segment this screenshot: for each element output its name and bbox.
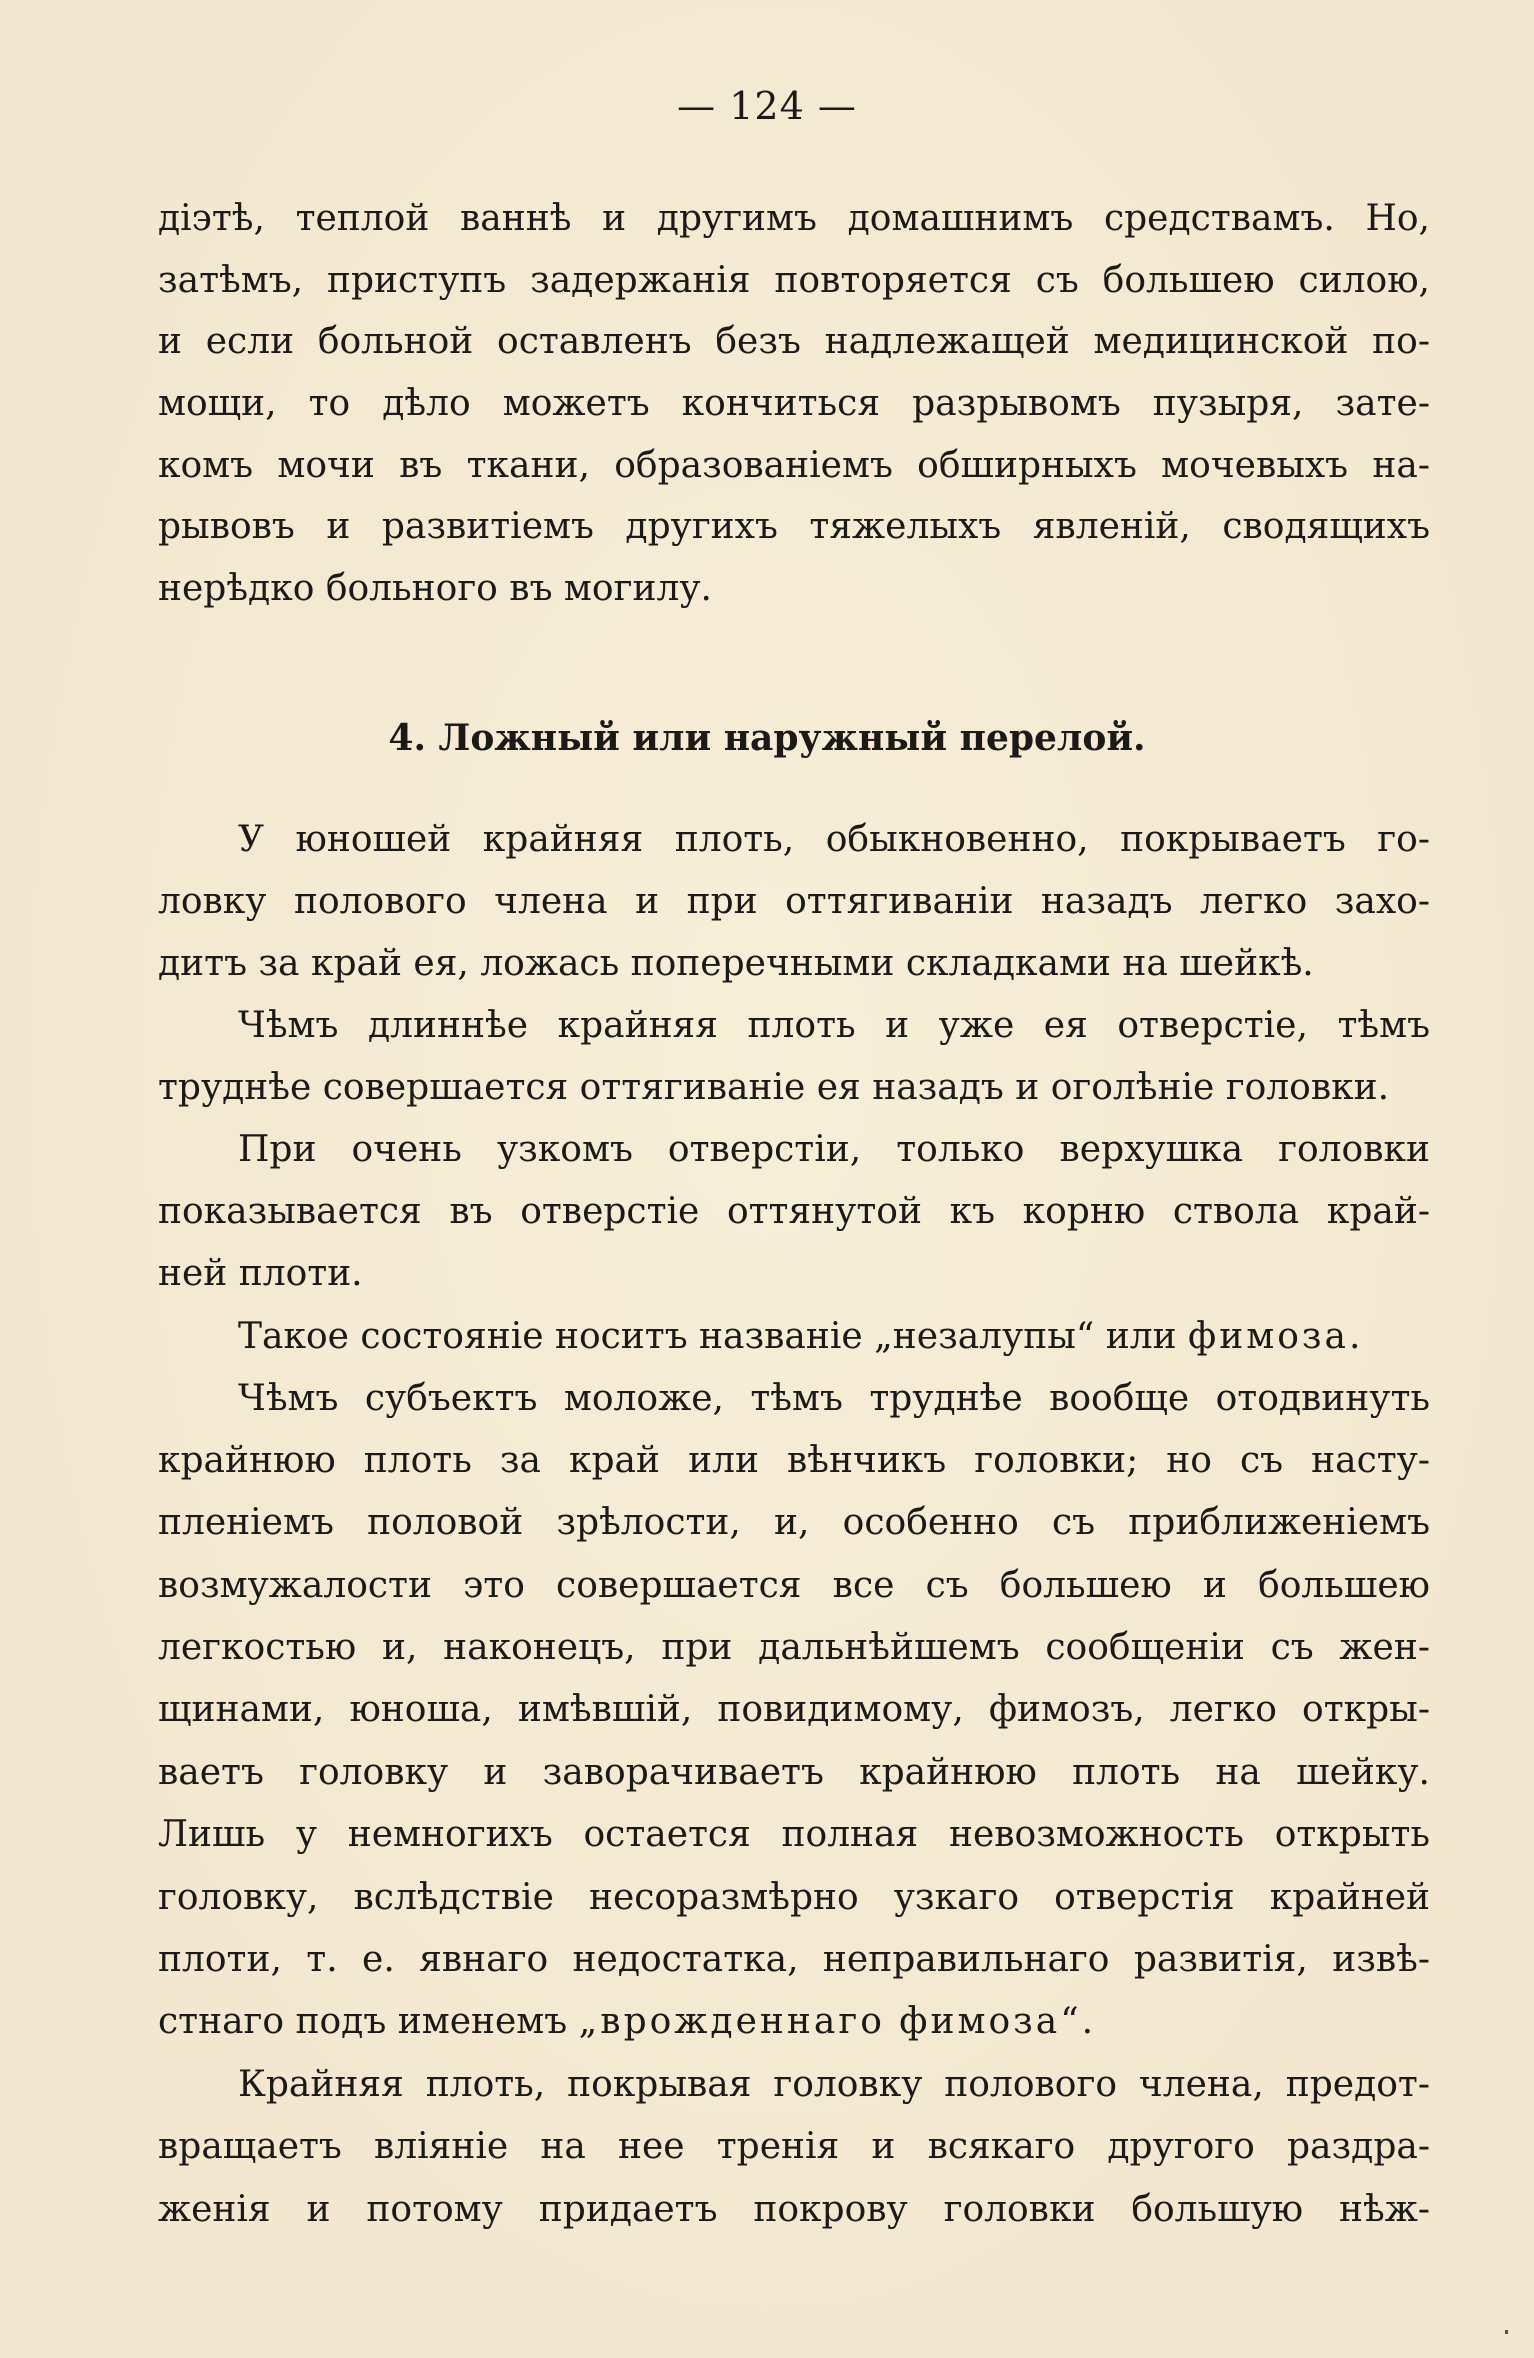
text-run: . bbox=[1081, 2001, 1094, 2042]
text-line: Чѣмъ субъектъ моложе, тѣмъ труднѣе вообще отодвинуть bbox=[238, 1378, 1430, 1419]
text-line: женія и потому придаетъ покрову головки большую нѣж- bbox=[158, 2189, 1430, 2230]
text-line: труднѣе совершается оттягиваніе ея назадъ и оголѣніе головки. bbox=[158, 1067, 1390, 1108]
text-line: вращаетъ вліяніе на нее тренія и всякаго другого раздра- bbox=[158, 2126, 1430, 2167]
page-number: — 124 — bbox=[677, 84, 857, 128]
text-line: ловку полового члена и при оттягиваніи назадъ легко захо- bbox=[158, 881, 1430, 922]
text-line: рывовъ и развитіемъ другихъ тяжелыхъ явленій, сводящихъ bbox=[158, 506, 1430, 547]
text-line: головку, вслѣдствіе несоразмѣрно узкаго отверстія крайней bbox=[158, 1877, 1430, 1918]
text-line: ваетъ головку и заворачиваетъ крайнюю плоть на шейку. bbox=[158, 1752, 1430, 1793]
text-line: пленіемъ половой зрѣлости, и, особенно съ приближеніемъ bbox=[158, 1502, 1430, 1543]
text-run: . bbox=[1348, 1316, 1361, 1357]
text-line: ней плоти. bbox=[158, 1253, 363, 1294]
text-line: Крайняя плоть, покрывая головку полового члена, предот- bbox=[238, 2064, 1430, 2105]
text-line: показывается въ отверстіе оттянутой къ корню ствола край- bbox=[158, 1191, 1430, 1232]
text-line: нерѣдко больного въ могилу. bbox=[158, 568, 712, 609]
text-line: щинами, юноша, имѣвшій, повидимому, фимозъ, легко откры- bbox=[158, 1689, 1430, 1730]
text-line: возмужалости это совершается все съ большею и большею bbox=[158, 1565, 1430, 1606]
text-line: и если больной оставленъ безъ надлежащей медицинской по- bbox=[158, 321, 1430, 362]
text-line: Чѣмъ длиннѣе крайняя плоть и уже ея отверстіе, тѣмъ bbox=[238, 1005, 1430, 1046]
text-line: комъ мочи въ ткани, образованіемъ обширныхъ мочевыхъ на- bbox=[158, 445, 1430, 486]
text-line: дитъ за край ея, ложась поперечными складками на шейкѣ. bbox=[158, 943, 1314, 984]
text-line: крайнюю плоть за край или вѣнчикъ головки; но съ насту- bbox=[158, 1440, 1430, 1481]
emphasized-term: фимоза bbox=[1188, 1316, 1349, 1357]
section-heading: 4. Ложный или наружный перелой. bbox=[388, 717, 1146, 759]
text-run: стнаго подъ именемъ bbox=[158, 2001, 579, 2042]
text-line: У юношей крайняя плоть, обыкновенно, покрываетъ го- bbox=[238, 819, 1430, 860]
text-line: легкостью и, наконецъ, при дальнѣйшемъ сообщеніи съ жен- bbox=[158, 1627, 1430, 1668]
emphasized-term: „врожденнаго фимоза“ bbox=[578, 2001, 1082, 2042]
text-line: затѣмъ, приступъ задержанія повторяется съ большею силою, bbox=[158, 260, 1430, 301]
text-line bbox=[238, 1315, 1430, 1359]
paper-speck bbox=[1505, 2330, 1508, 2334]
text-line: Лишь у немногихъ остается полная невозможность открыть bbox=[158, 1814, 1430, 1855]
text-line: мощи, то дѣло можетъ кончиться разрывомъ пузыря, зате- bbox=[158, 383, 1430, 424]
text-run: Такое состояніе носитъ названіе „незалупы“ или bbox=[238, 1316, 1189, 1357]
text-line: плоти, т. е. явнаго недостатка, неправильнаго развитія, извѣ- bbox=[158, 1939, 1430, 1980]
text-line bbox=[158, 2000, 1430, 2044]
text-line: При очень узкомъ отверстіи, только верхушка головки bbox=[238, 1129, 1430, 1170]
text-line: діэтѣ, теплой ваннѣ и другимъ домашнимъ средствамъ. Но, bbox=[158, 198, 1430, 239]
